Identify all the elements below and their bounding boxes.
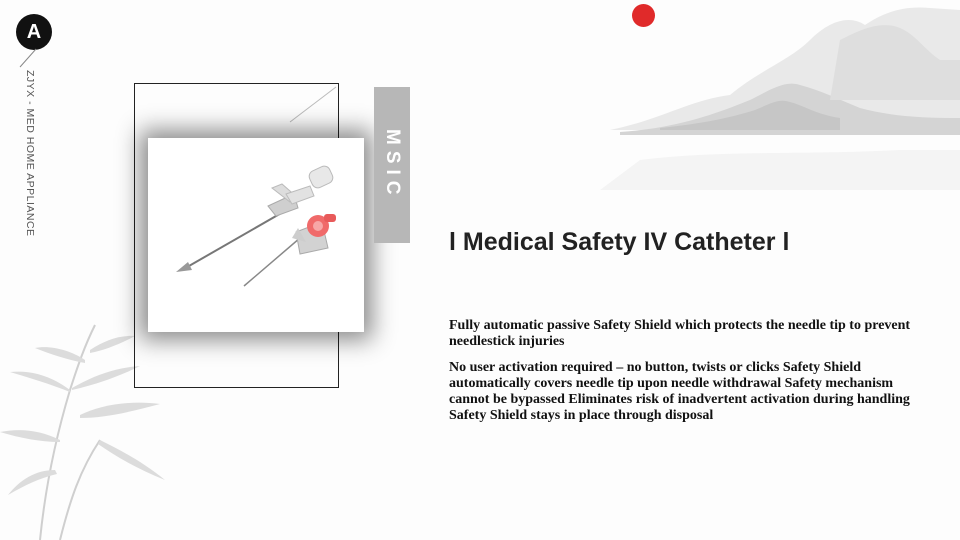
frame-diagonal-line [288, 86, 338, 126]
logo-slash-divider [18, 48, 38, 68]
sun-decoration [632, 4, 655, 27]
description-paragraph: No user activation required – no button, twists or clicks Safety Shield automatically covers needle tip upon needle withdrawal Safety mechanism cannot be bypassed Eliminates risk of inadvertent activation during handling Safety Shield stays in place through disposal [449, 360, 910, 423]
page-title: l Medical Safety IV Catheter l [449, 228, 790, 256]
description-paragraph: Fully automatic passive Safety Shield which protects the needle tip to prevent needlestick injuries [449, 318, 911, 349]
logo-badge: A [16, 14, 52, 50]
mountain-landscape [600, 0, 960, 190]
description [449, 318, 929, 434]
catheter-image [148, 138, 364, 332]
product-image-card [148, 138, 364, 332]
side-tab-label: MSIC [382, 129, 403, 201]
vertical-brand-text: ZJYX - MED HOME APPLIANCE [24, 70, 36, 237]
side-tab [374, 87, 410, 243]
